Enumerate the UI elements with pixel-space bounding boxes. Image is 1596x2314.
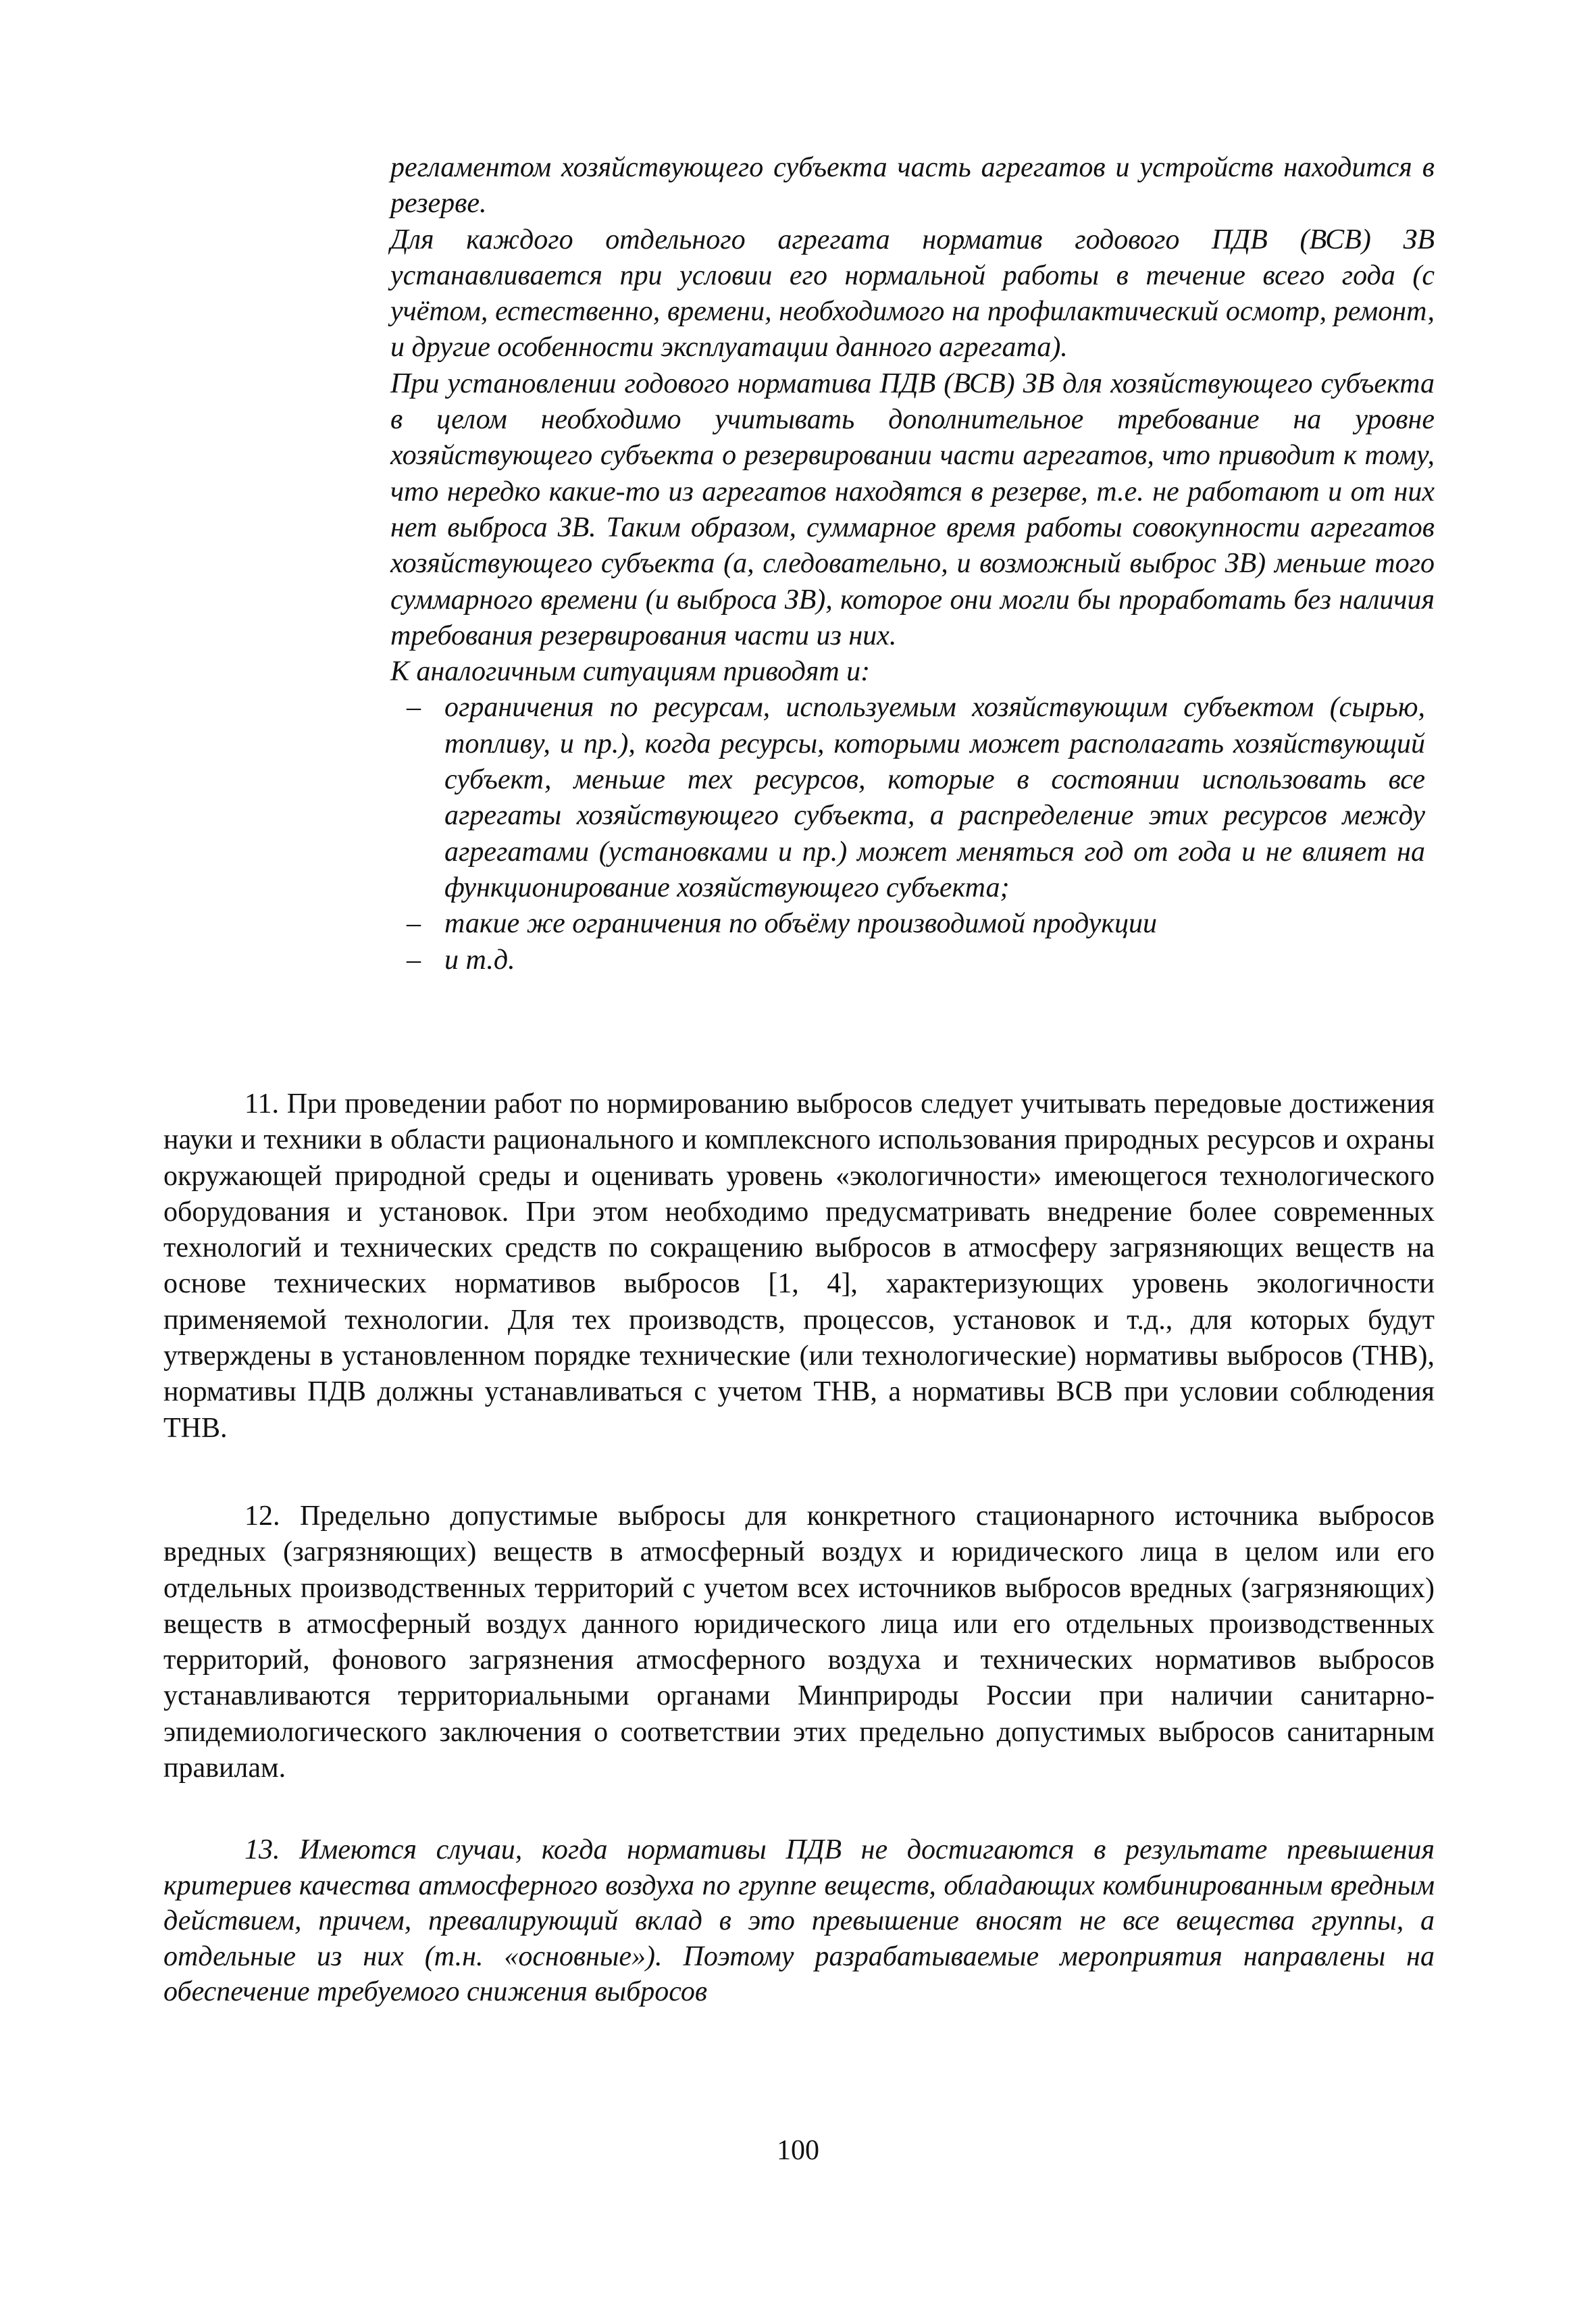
list-item bbox=[390, 942, 1435, 978]
dash-marker: – bbox=[407, 944, 421, 976]
paragraph-12: 12. Предельно допустимые выбросы для конкретного стационарного источника выбросов вредных (загрязняющих) веществ в атмосферный воздух и юридического лица в целом или его отдельных производственных территорий с учетом всех источников выбросов вредных (загрязняющих) веществ в атмосферный воздух данного юридического лица или его отдельных производственных территорий, фонового загрязнения атмосферного воздуха и технических нормативов выбросов устанавливаются территориальными органами Минприроды России при наличии санитарно-эпидемиологического заключения о соответствии этих предельно допустимых выбросов санитарным правилам. bbox=[163, 1501, 1435, 1784]
page-number: 100 bbox=[777, 2135, 819, 2166]
list-item-text: и т.д. bbox=[444, 944, 515, 976]
italic-continuation-block bbox=[390, 150, 1435, 978]
italic-paragraph: Для каждого отдельного агрегата норматив годового ПДВ (ВСВ) ЗВ устанавливается при условии его нормальной работы в течение всего года (с учётом, естественно, времени, необходимого на профилактический осмотр, ремонт, и другие особенности эксплуатации данного агрегата). bbox=[390, 224, 1435, 363]
dash-list bbox=[390, 690, 1435, 978]
italic-paragraph: регламентом хозяйствующего субъекта часть агрегатов и устройств находится в резерве. bbox=[390, 152, 1435, 220]
dash-marker: – bbox=[407, 908, 421, 940]
list-item bbox=[390, 906, 1435, 942]
italic-paragraph: К аналогичным ситуациям приводят и: bbox=[390, 656, 871, 688]
list-item-text: такие же ограничения по объёму производимой продукции bbox=[444, 908, 1157, 940]
dash-marker: – bbox=[407, 692, 421, 724]
list-item-text: ограничения по ресурсам, используемым хозяйствующим субъектом (сырью, топливу, и пр.), когда ресурсы, которыми может располагать хозяйствующий субъект, меньше тех ресурсов, которые в состоянии использовать все агрегаты хозяйствующего субъекта, а распределение этих ресурсов между агрегатами (установками и пр.) может меняться год от года и не влияет на функционирование хозяйствующего субъекта; bbox=[444, 692, 1425, 903]
paragraph-13: 13. Имеются случаи, когда нормативы ПДВ не достигаются в результате превышения критериев качества атмосферного воздуха по группе веществ, обладающих комбинированным вредным действием, причем, превалирующий вклад в это превышение вносят не все вещества группы, а отдельные из них (т.н. «основные»). Поэтому разрабатываемые мероприятия направлены на обеспечение требуемого снижения выбросов bbox=[163, 1834, 1435, 2007]
paragraph-11: 11. При проведении работ по нормированию выбросов следует учитывать передовые достижения науки и техники в области рационального и комплексного использования природных ресурсов и охраны окружающей природной среды и оценивать уровень «экологичности» имеющегося технологического оборудования и установок. При этом необходимо предусматривать внедрение более современных технологий и технических средств по сокращению выбросов в атмосферу загрязняющих веществ на основе технических нормативов выбросов [1, 4], характеризующих уровень экологичности применяемой технологии. Для тех производств, процессов, установок и т.д., для которых будут утверждены в установленном порядке технические (или технологические) нормативы выбросов (ТНВ), нормативы ПДВ должны устанавливаться с учетом ТНВ, а нормативы ВСВ при условии соблюдения ТНВ. bbox=[163, 1088, 1435, 1444]
italic-paragraph: При установлении годового норматива ПДВ (ВСВ) ЗВ для хозяйствующего субъекта в целом необходимо учитывать дополнительное требование на уровне хозяйствующего субъекта о резервировании части агрегатов, что приводит к тому, что нередко какие-то из агрегатов находятся в резерве, т.е. не работают и от них нет выброса ЗВ. Таким образом, суммарное время работы совокупности агрегатов хозяйствующего субъекта (а, следовательно, и возможный выброс ЗВ) меньше того суммарного времени (и выброса ЗВ), которое они могли бы проработать без наличия требования резервирования части из них. bbox=[390, 368, 1435, 651]
list-item bbox=[390, 690, 1435, 906]
